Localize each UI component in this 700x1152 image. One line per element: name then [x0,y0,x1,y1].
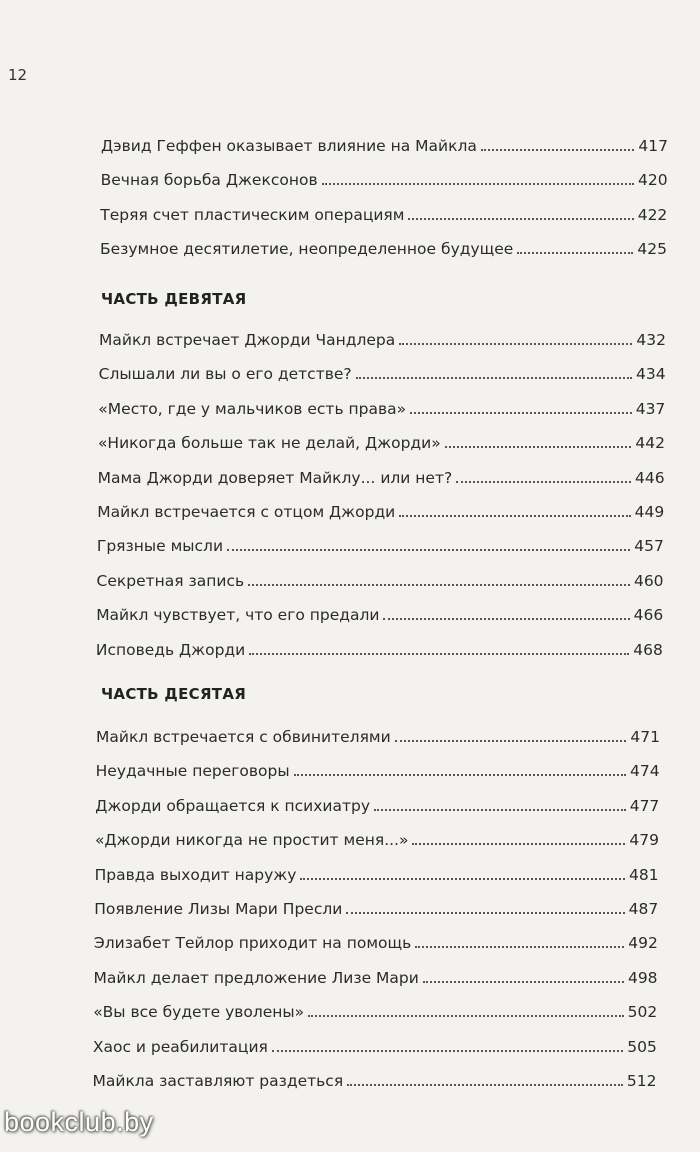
toc-entry-title: Майкл встречается с отцом Джорди [97,503,396,521]
toc-entry-page: 505 [627,1037,657,1056]
toc-entry [99,330,666,350]
toc-entry-page: 420 [638,171,668,190]
toc-entry-title: Майкл чувствует, что его предали [96,606,380,625]
toc-leader-dots [395,740,627,742]
toc-entry [101,170,668,190]
toc-entry [93,1002,657,1022]
toc-leader-dots [322,183,634,185]
toc-entry [100,239,667,259]
watermark: bookclub.by [4,1107,154,1137]
toc-entry-title: Грязные мысли [96,537,224,556]
toc-entry-title: Майкл делает предложение Лизе Мари [93,968,419,987]
toc-leader-dots [300,878,625,880]
toc-entry [93,1037,657,1057]
toc-leader-dots [248,584,630,586]
toc-entry [93,1071,657,1091]
toc-leader-dots [346,912,624,914]
toc-entry-page: 449 [634,503,665,521]
toc-entry [94,933,658,953]
toc-leader-dots [423,981,624,983]
toc-entry [97,536,664,556]
toc-entry [101,136,668,156]
toc-leader-dots [383,618,629,620]
toc-leader-dots [294,774,626,776]
toc-entry-page: 442 [635,434,665,453]
toc-entry-title: Дэвид Геффен оказывает влияние на Майкла [101,137,477,155]
toc-entry [96,761,660,781]
toc-entry [97,571,664,591]
toc-leader-dots [408,218,633,220]
toc-entry-page: 468 [633,640,663,659]
toc-entry-page: 425 [637,240,667,259]
toc-entry-page: 479 [629,831,659,850]
toc-leader-dots [308,1015,623,1017]
toc-entry-page: 432 [636,331,666,349]
toc-leader-dots [249,653,629,655]
toc-entry-page: 512 [626,1072,657,1090]
toc-entry [96,605,663,625]
toc-entry-page: 498 [627,968,658,987]
toc-entry-title: Секретная запись [96,571,245,590]
toc-entry [96,727,660,747]
toc-entry [99,364,666,384]
toc-leader-dots [445,446,632,448]
toc-leader-dots [415,946,624,948]
toc-entry-page: 434 [636,365,666,384]
toc-entry-title: Теряя счет пластическим операциям [100,205,405,224]
toc-entry [96,640,663,660]
toc-leader-dots [272,1050,623,1052]
toc-entry-title: Мама Джорди доверяет Майклу... или нет? [97,468,453,487]
toc-entry-page: 487 [628,900,659,918]
toc-entry-title: «Никогда больше так не делай, Джорди» [97,434,441,453]
toc-entry-title: Слышали ли вы о его детстве? [98,365,352,384]
toc-entry-page: 446 [635,468,665,487]
toc-entry [98,433,665,453]
toc-entry [94,968,658,988]
part-ten-heading: ЧАСТЬ ДЕСЯТАЯ [101,685,247,703]
toc-entry [100,205,667,225]
toc-leader-dots [227,549,630,551]
toc-entry-page: 460 [633,571,664,590]
toc-entry [95,830,659,850]
part-nine-heading: ЧАСТЬ ДЕВЯТАЯ [101,290,247,308]
toc-leader-dots [412,843,625,845]
toc-entry-title: Появление Лизы Мари Пресли [94,900,343,918]
toc-entry-title: Майкл встречает Джорди Чандлера [99,331,396,349]
toc-entry-title: «Вы все будете уволены» [93,1003,305,1022]
toc-entry-page: 474 [630,762,660,781]
toc-entry-title: Майкл встречается с обвинителями [96,728,391,746]
toc-leader-dots [374,809,626,811]
toc-entry [95,865,659,885]
toc-entry [98,399,665,419]
toc-entry-page: 466 [633,606,664,625]
toc-entry-title: Исповедь Джорди [95,640,246,659]
toc-entry-page: 471 [630,728,660,746]
toc-leader-dots [399,343,632,345]
toc-leader-dots [456,481,631,483]
toc-entry-page: 437 [635,399,666,418]
toc-leader-dots [356,377,632,379]
toc-entry-title: «Место, где у мальчиков есть права» [98,399,407,418]
toc-leader-dots [347,1084,623,1086]
toc-entry-page: 417 [638,137,668,155]
toc-entry-page: 492 [628,934,658,953]
toc-entry-title: Хаос и реабилитация [92,1037,268,1056]
toc-entry-title: Вечная борьба Джексонов [100,171,318,190]
toc-leader-dots [410,412,632,414]
toc-entry [94,899,658,919]
toc-entry [98,468,665,488]
toc-entry-title: Элизабет Тейлор приходит на помощь [93,934,412,953]
toc-entry-page: 481 [629,865,659,884]
toc-entry-page: 422 [637,205,668,224]
toc-leader-dots [517,252,633,254]
toc-entry-title: Безумное десятилетие, неопределенное будущее [99,240,514,259]
toc-entry-page: 477 [629,796,660,815]
toc-leader-dots [399,515,630,517]
toc-entry-page: 457 [634,537,664,556]
page-number: 12 [8,66,28,84]
toc-entry [97,502,664,522]
toc-leader-dots [481,149,635,151]
toc-entry [95,796,659,816]
toc-entry-title: Неудачные переговоры [95,762,290,781]
toc-entry-title: Правда выходит наружу [94,865,297,884]
toc-entry-title: Джорди обращается к психиатру [95,796,371,815]
toc-entry-title: «Джорди никогда не простит меня...» [94,831,409,850]
toc-entry-page: 502 [627,1003,658,1022]
toc-entry-title: Майкла заставляют раздеться [92,1072,344,1090]
